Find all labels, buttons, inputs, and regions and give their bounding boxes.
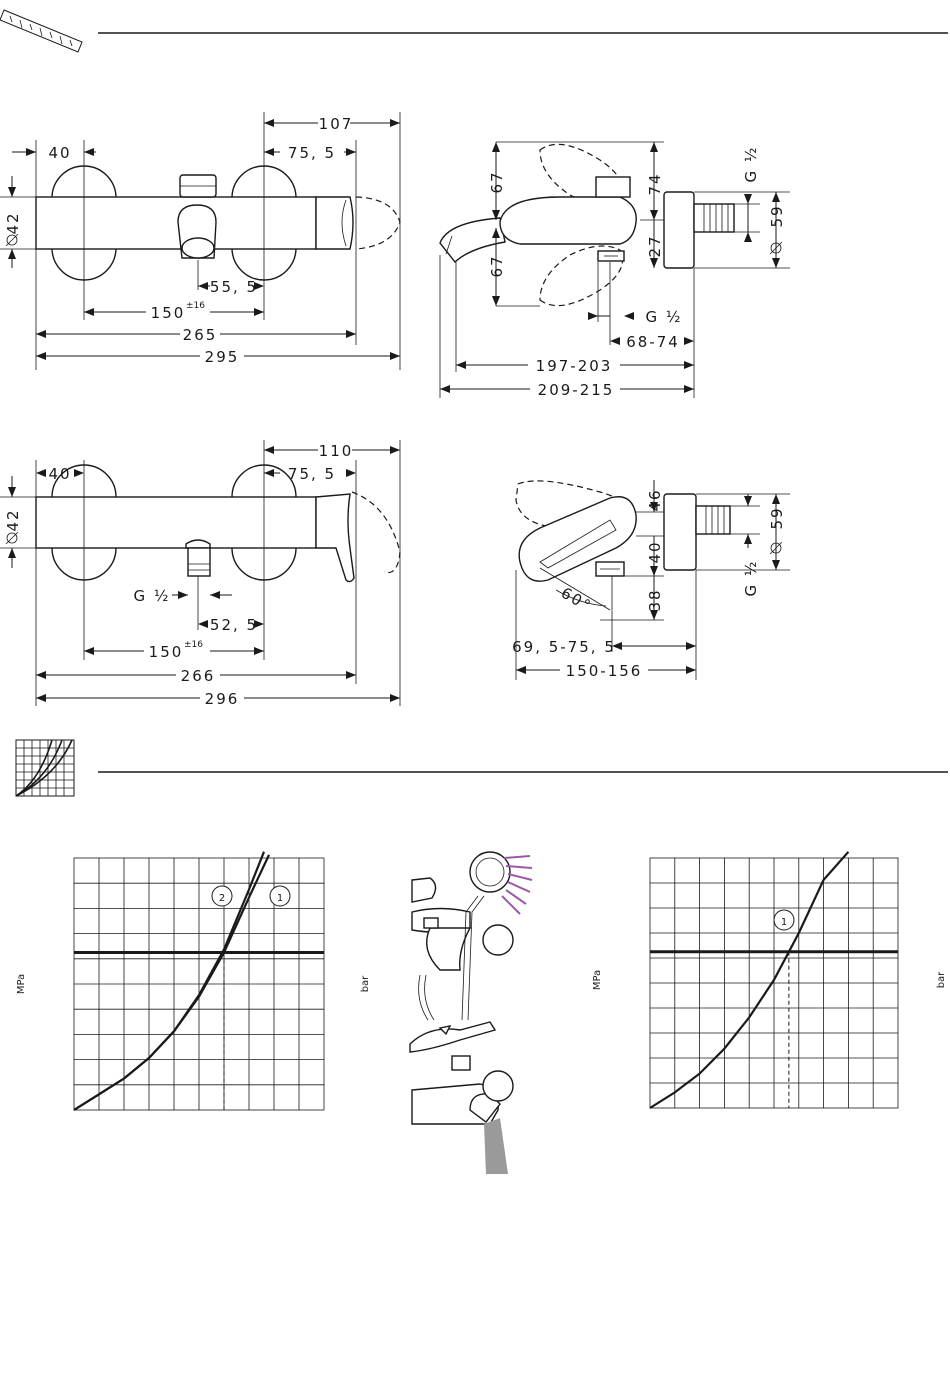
dim-266: 266	[180, 667, 216, 685]
dim-150-tolerance: ±16	[186, 301, 205, 311]
chart1-ylabel-mpa: MPa	[16, 973, 27, 995]
dim-dia-42-b: 42	[4, 508, 22, 532]
thread-g-half-bottom: G ½	[645, 308, 683, 326]
bath-spout-mode-illustration	[410, 1022, 513, 1174]
dim-dia-59-b: 59	[768, 506, 786, 530]
dim-27: 27	[646, 234, 664, 258]
dim-75-5: 75, 5	[287, 144, 337, 162]
dim-110: 110	[318, 442, 354, 460]
dim-68-74: 68-74	[626, 333, 680, 351]
dim-295: 295	[204, 348, 240, 366]
shower-mode-illustration	[410, 852, 534, 1020]
dim-69-5-75-5: 69, 5-75, 5	[512, 638, 616, 656]
thread-g-half-front: G ½	[133, 587, 171, 605]
dim-150-b: 150	[148, 643, 184, 661]
flow-chart-icon	[16, 740, 74, 796]
dim-40-b: 40	[48, 465, 72, 483]
dim-40: 40	[48, 144, 72, 162]
curve-label-2: 2	[218, 893, 226, 904]
dim-265: 265	[182, 326, 218, 344]
ruler-icon	[0, 10, 82, 52]
dim-67-bottom: 67	[488, 254, 506, 278]
dim-52-5: 52, 5	[209, 616, 259, 634]
dim-55-5: 55, 5	[209, 278, 259, 296]
flow-chart-2	[592, 852, 947, 1108]
side-view-2-dimensions	[512, 480, 786, 680]
curve-label-1: 1	[276, 893, 284, 904]
dim-40-side: 40	[646, 540, 664, 564]
dim-209-215: 209-215	[537, 381, 615, 399]
series-line-2	[74, 852, 264, 1110]
dim-38: 38	[646, 588, 664, 612]
dim-150-156: 150-156	[565, 662, 643, 680]
curve-label-1: 1	[780, 917, 788, 928]
chart2-ylabel-mpa: MPa	[592, 969, 603, 991]
dim-dia-42: 42	[4, 211, 22, 235]
series-line-1	[74, 855, 269, 1110]
dim-296: 296	[204, 690, 240, 708]
dim-150-b-tolerance: ±16	[184, 640, 203, 650]
chart1-ylabel-bar: bar	[360, 975, 371, 993]
dim-150: 150	[150, 304, 186, 322]
thread-g-half-right: G ½	[742, 145, 760, 183]
dim-107: 107	[318, 115, 354, 133]
thread-g-half-side2: G ½	[742, 559, 760, 597]
dim-75-5-b: 75, 5	[287, 465, 337, 483]
dim-197-203: 197-203	[535, 357, 613, 375]
chart2-ylabel-bar: bar	[936, 971, 947, 989]
flow-chart-1	[16, 852, 371, 1110]
dim-46: 46	[646, 488, 664, 512]
dim-67-top: 67	[488, 170, 506, 194]
angle-60: 60°	[557, 583, 596, 616]
dim-dia-59: 59	[768, 204, 786, 228]
dim-74: 74	[646, 172, 664, 196]
